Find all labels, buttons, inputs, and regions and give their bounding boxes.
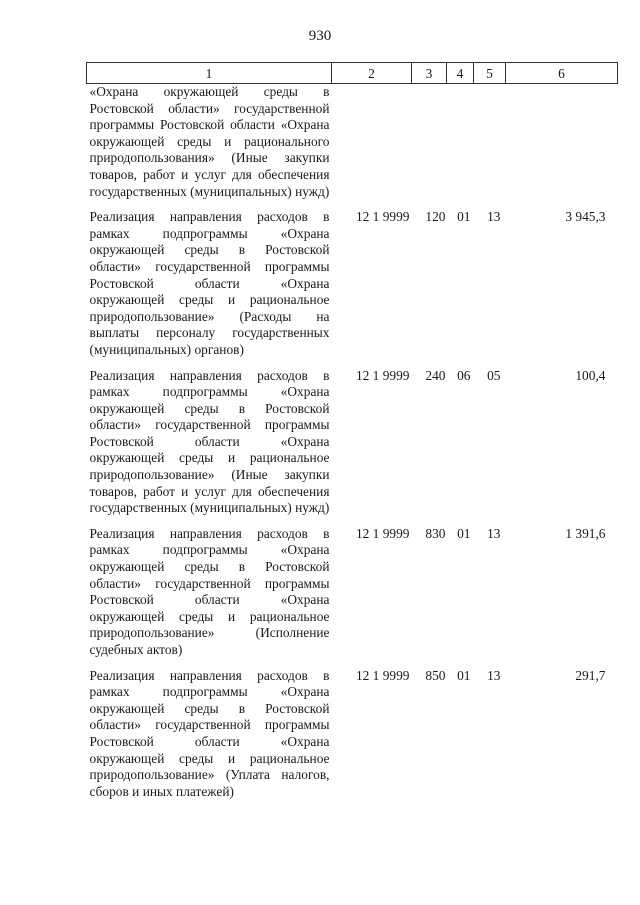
row-subsection	[474, 84, 506, 201]
budget-table	[86, 62, 618, 800]
row-amount	[506, 84, 618, 201]
header-col-1: 1	[87, 63, 332, 84]
row-target-article: 12 1 9999	[355, 367, 410, 383]
row-target-article: 12 1 9999	[355, 525, 410, 541]
row-description: «Охрана окружающей среды в Ростовской области» государственной программы Ростовской области «Охрана окружающей среды и рационального природопользования» (Иные закупки товаров, работ и услуг для обеспечения государственных (муниципальных) нужд)	[89, 84, 330, 199]
row-amount: 3 945,3	[565, 209, 606, 225]
row-amount: 100,4	[575, 367, 606, 383]
table-row	[87, 200, 618, 358]
row-description: Реализация направления расходов в рамках подпрограммы «Охрана окружающей среды в Ростовской области» государственной программы Ростовской области «Охрана окружающей среды и рациональное природопользование» (Уплата налогов, сборов и иных платежей)	[89, 667, 330, 799]
row-section: 01	[457, 209, 471, 225]
header-col-5: 5	[474, 63, 506, 84]
row-description: Реализация направления расходов в рамках подпрограммы «Охрана окружающей среды в Ростовской области» государственной программы Ростовской области «Охрана окружающей среды и рациональное природопользование» (Исполнение судебных актов)	[89, 525, 330, 657]
row-subsection: 13	[487, 667, 501, 683]
row-subsection: 05	[487, 367, 501, 383]
table-row	[87, 84, 618, 201]
row-expense-type	[412, 84, 447, 201]
row-amount: 1 391,6	[565, 525, 606, 541]
table-row	[87, 659, 618, 801]
row-target-article: 12 1 9999	[355, 209, 410, 225]
row-amount: 291,7	[575, 667, 606, 683]
row-target-article	[332, 84, 412, 201]
header-col-6: 6	[506, 63, 618, 84]
row-expense-type: 120	[425, 209, 446, 225]
row-subsection: 13	[487, 525, 501, 541]
header-col-4: 4	[447, 63, 474, 84]
row-target-article: 12 1 9999	[355, 667, 410, 683]
row-expense-type: 830	[425, 525, 446, 541]
row-section: 01	[457, 525, 471, 541]
table-row	[87, 359, 618, 517]
row-subsection: 13	[487, 209, 501, 225]
header-col-2: 2	[332, 63, 412, 84]
header-col-3: 3	[412, 63, 447, 84]
row-description: Реализация направления расходов в рамках подпрограммы «Охрана окружающей среды в Ростовской области» государственной программы Ростовской области «Охрана окружающей среды и рациональное природопользование» (Расходы на выплаты персоналу государственных (муниципальных) органов)	[89, 209, 330, 357]
page-number: 930	[308, 28, 332, 44]
row-section	[447, 84, 474, 201]
row-expense-type: 240	[425, 367, 446, 383]
table-header-row	[87, 63, 618, 84]
table-row	[87, 517, 618, 659]
row-description: Реализация направления расходов в рамках подпрограммы «Охрана окружающей среды в Ростовской области» государственной программы Ростовской области «Охрана окружающей среды и рациональное природопользование» (Иные закупки товаров, работ и услуг для обеспечения государственных (муниципальных) нужд)	[89, 367, 330, 516]
row-section: 06	[457, 367, 471, 383]
row-expense-type: 850	[425, 667, 446, 683]
row-section: 01	[457, 667, 471, 683]
